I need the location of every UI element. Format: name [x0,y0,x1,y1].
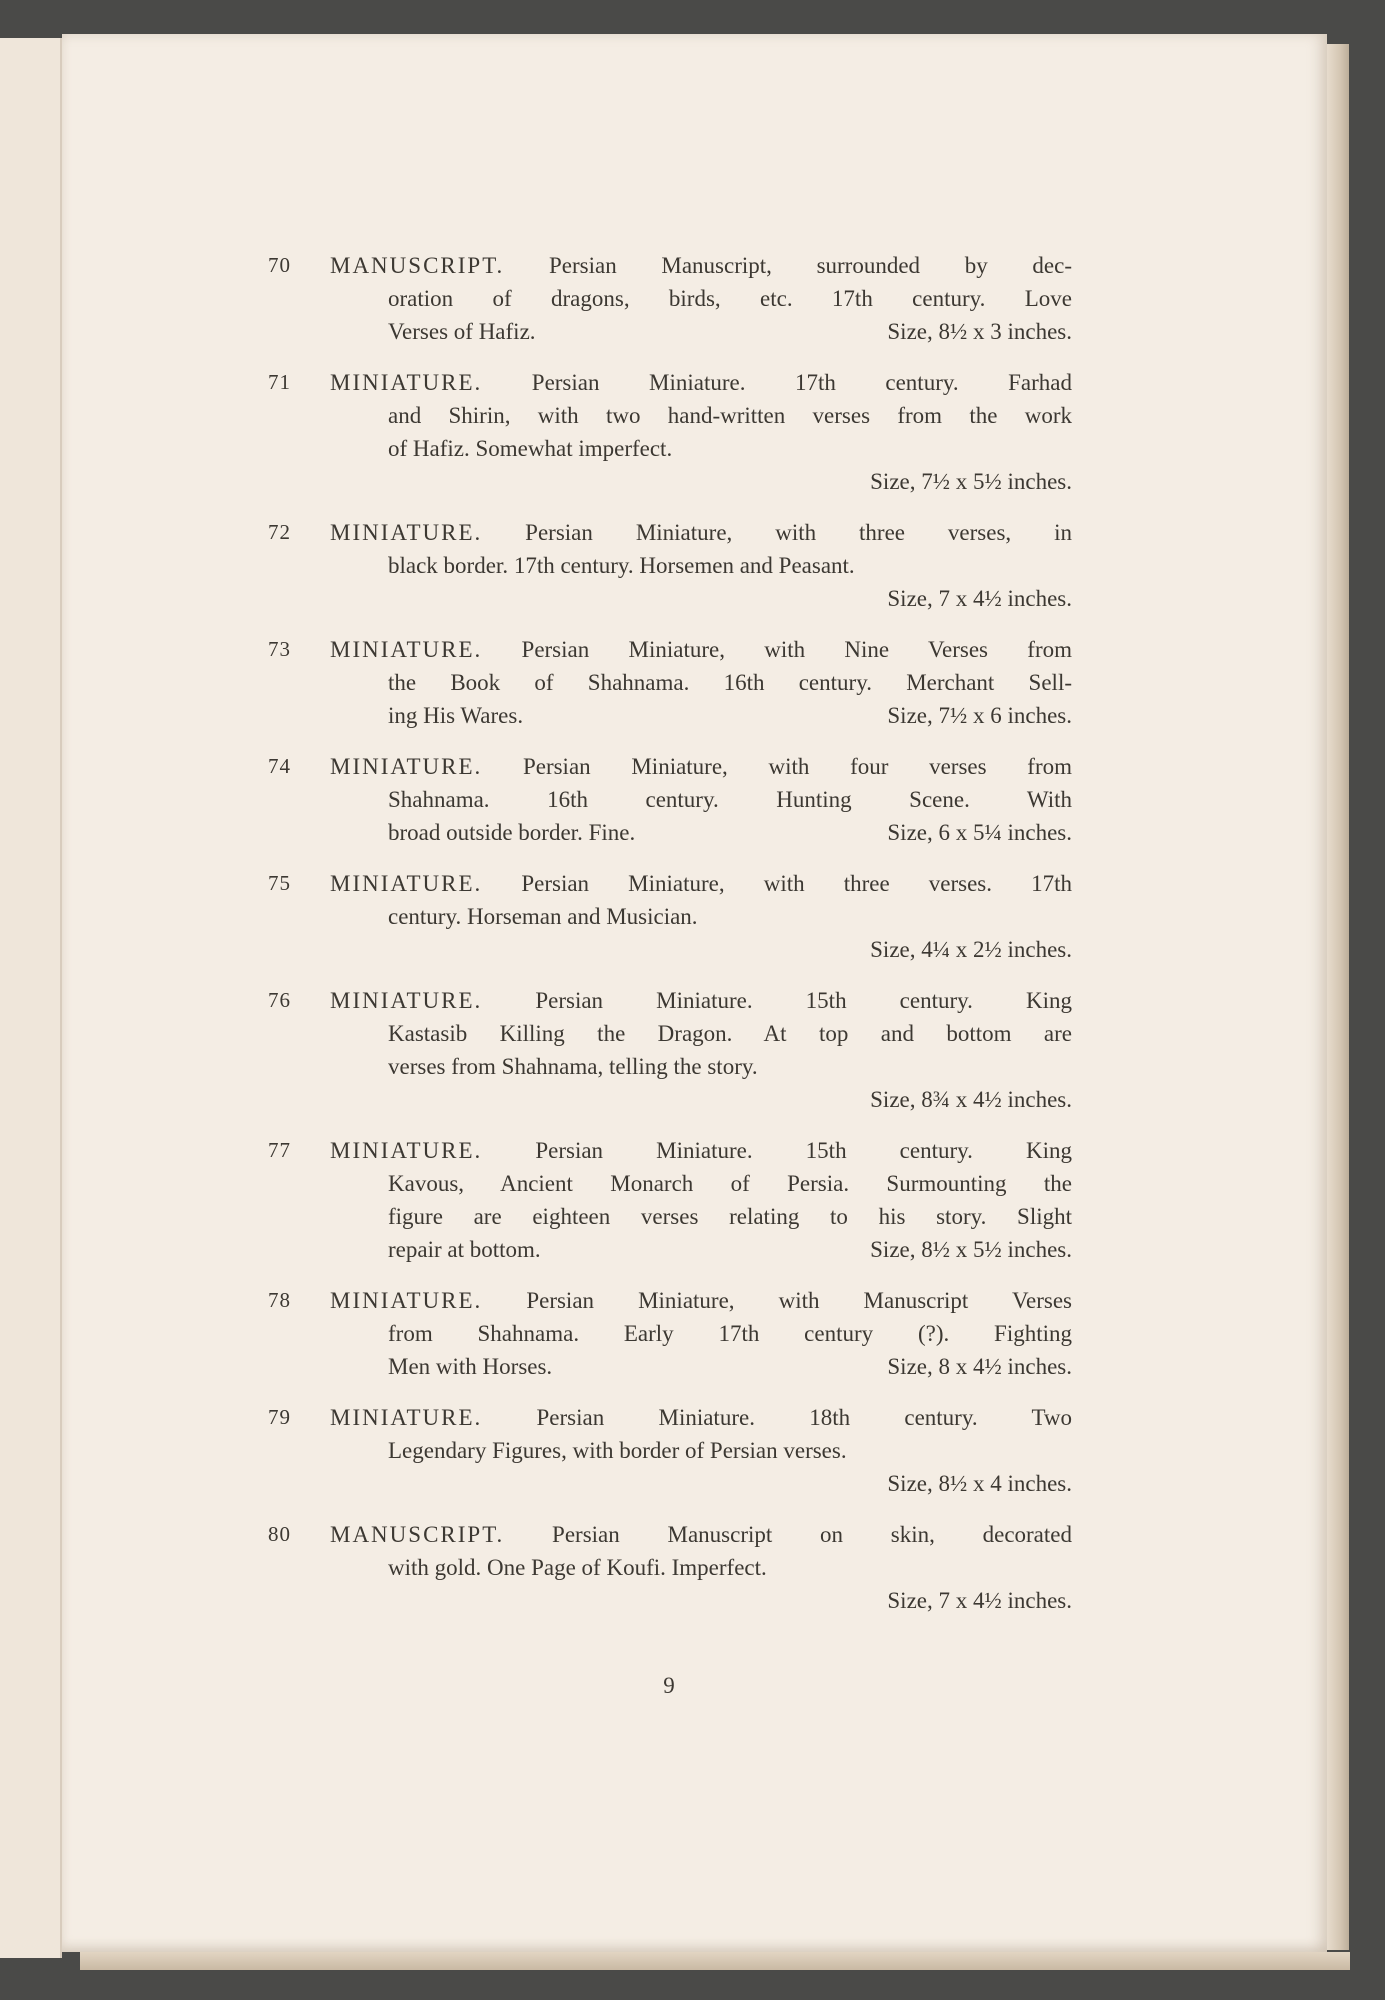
entry-description [330,633,1072,732]
lot-number: 76 [268,988,291,1012]
size-text: Size, 7½ x 6 inches. [887,703,1072,728]
size-line: Size, 7½ x 5½ inches. [870,469,1072,494]
entry-description [330,249,1072,348]
entry-text: Men with Horses. [388,1354,553,1379]
facing-page-edge [0,38,62,1958]
entry-description [330,984,1072,1116]
lot-number: 80 [268,1522,291,1546]
entry-text: MINIATURE. Persian Miniature. 15th century. King [330,988,1072,1013]
entry-description [330,750,1072,849]
entry-text: MINIATURE. Persian Miniature. 18th century. Two [330,1405,1072,1430]
entry-line [330,1050,1072,1083]
entry-line [330,783,1072,816]
size-line: Size, 8½ x 4 inches. [887,1471,1072,1496]
lot-number: 72 [268,520,291,544]
entry-text: Kastasib Killing the Dragon. At top and bottom are [388,1021,1072,1046]
entry-text: figure are eighteen verses relating to his story. Slight [388,1204,1072,1229]
entry-line [330,867,1072,900]
entry-line [330,1200,1072,1233]
entry-text: with gold. One Page of Koufi. Imperfect. [388,1555,767,1580]
entry-text: Kavous, Ancient Monarch of Persia. Surmounting the [388,1171,1072,1196]
size-line: Size, 8¾ x 4½ inches. [870,1087,1072,1112]
entry-line [330,399,1072,432]
entry-text: oration of dragons, birds, etc. 17th century. Love [388,286,1072,311]
entry-text: broad outside border. Fine. [388,820,636,845]
entry-text: MINIATURE. Persian Miniature. 15th century. King [330,1138,1072,1163]
entry-line [330,900,1072,933]
catalog-entry [268,1134,1072,1266]
entry-line [330,1518,1072,1551]
entry-description [330,516,1072,615]
entry-line [330,282,1072,315]
catalog-entry [268,249,1072,348]
entry-line [330,1167,1072,1200]
entry-line [330,432,1072,465]
entry-line [330,315,1072,348]
entry-text: Verses of Hafiz. [388,319,536,344]
catalog-entry [268,633,1072,732]
entry-text: ing His Wares. [388,703,524,728]
entry-description [330,1284,1072,1383]
entry-text: the Book of Shahnama. 16th century. Merchant Sell- [388,670,1072,695]
catalog-entry [268,1284,1072,1383]
entry-line [330,666,1072,699]
lot-number: 79 [268,1405,291,1429]
size-line: Size, 4¼ x 2½ inches. [870,937,1072,962]
entry-description [330,1134,1072,1266]
entry-text: MINIATURE. Persian Miniature, with Manuscript Verses [330,1288,1072,1313]
size-text: Size, 6 x 5¼ inches. [887,820,1072,845]
entry-description [330,1401,1072,1500]
entry-line [330,1350,1072,1383]
lot-number: 78 [268,1288,291,1312]
lot-number: 73 [268,637,291,661]
entry-line [330,633,1072,666]
page-number: 9 [663,1673,675,1698]
catalog-entry [268,366,1072,498]
size-text: Size, 8 x 4½ inches. [887,1354,1072,1379]
entry-line [330,984,1072,1017]
catalog-entries [268,249,1072,1635]
entry-line [330,1551,1072,1584]
catalog-entry [268,1401,1072,1500]
catalog-entry [268,1518,1072,1617]
entry-line [330,1317,1072,1350]
catalog-entry [268,867,1072,966]
entry-text: MINIATURE. Persian Miniature. 17th century. Farhad [330,370,1072,395]
entry-description [330,366,1072,498]
catalog-entry [268,750,1072,849]
entry-line [330,1401,1072,1434]
entry-text: repair at bottom. [388,1237,541,1262]
entry-text: of Hafiz. Somewhat imperfect. [388,436,673,461]
entry-description [330,1518,1072,1617]
entry-line [330,1284,1072,1317]
size-text: Size, 8½ x 3 inches. [887,319,1072,344]
lot-number: 71 [268,370,291,394]
entry-text: MINIATURE. Persian Miniature, with three verses, in [330,520,1072,545]
entry-text: MANUSCRIPT. Persian Manuscript on skin, decorated [330,1522,1072,1547]
entry-text: MANUSCRIPT. Persian Manuscript, surrounded by dec- [330,253,1072,278]
entry-text: black border. 17th century. Horsemen and Peasant. [388,553,855,578]
catalog-entry [268,516,1072,615]
entry-line [330,516,1072,549]
size-line: Size, 7 x 4½ inches. [887,586,1072,611]
lot-number: 75 [268,871,291,895]
entry-text: MINIATURE. Persian Miniature, with three verses. 17th [330,871,1072,896]
entry-line [330,1233,1072,1266]
lot-number: 70 [268,253,291,277]
entry-line [330,1017,1072,1050]
entry-text: Legendary Figures, with border of Persian verses. [388,1438,847,1463]
lot-number: 74 [268,754,291,778]
entry-text: verses from Shahnama, telling the story. [388,1054,758,1079]
entry-text: from Shahnama. Early 17th century (?). Fighting [388,1321,1072,1346]
entry-text: Shahnama. 16th century. Hunting Scene. With [388,787,1072,812]
entry-line [330,699,1072,732]
entry-description [330,867,1072,966]
entry-text: and Shirin, with two hand-written verses from the work [388,403,1072,428]
lot-number: 77 [268,1138,291,1162]
entry-line [330,750,1072,783]
entry-line [330,816,1072,849]
entry-text: MINIATURE. Persian Miniature, with Nine Verses from [330,637,1072,662]
entry-line [330,1134,1072,1167]
size-text: Size, 8½ x 5½ inches. [870,1237,1072,1262]
catalog-entry [268,984,1072,1116]
page-bottom-edge [80,1952,1350,1970]
entry-text: MINIATURE. Persian Miniature, with four verses from [330,754,1072,779]
entry-line [330,366,1072,399]
entry-line [330,1434,1072,1467]
entry-line [330,549,1072,582]
size-line: Size, 7 x 4½ inches. [887,1588,1072,1613]
entry-text: century. Horseman and Musician. [388,904,698,929]
entry-line [330,249,1072,282]
page-stack-edge [1327,44,1349,1950]
